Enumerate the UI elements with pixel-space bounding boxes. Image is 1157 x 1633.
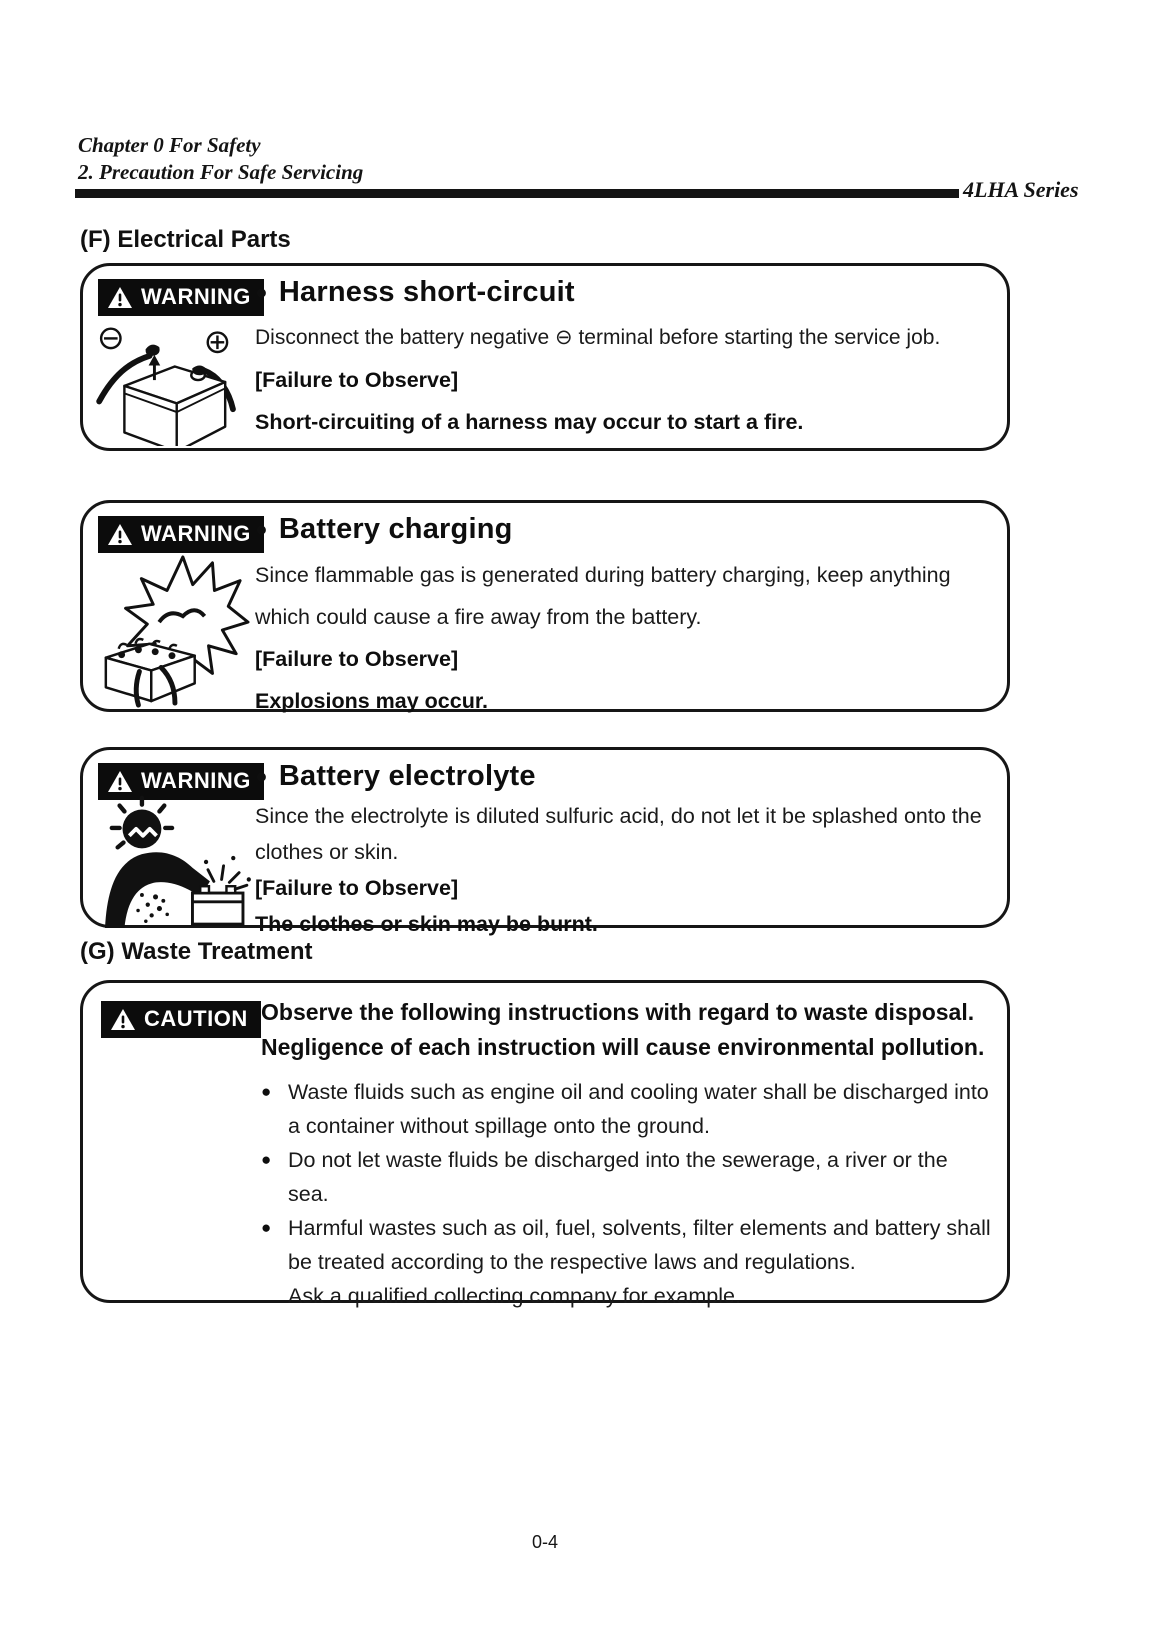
warning-consequence: Short-circuiting of a harness may occur to start a fire. xyxy=(255,410,804,434)
warning-title xyxy=(255,513,995,546)
warning-body: Since the electrolyte is diluted sulfuric acid, do not let it be splashed onto the clothes or skin. xyxy=(255,804,982,864)
battery-outline xyxy=(192,886,243,924)
caution-box-waste-disposal xyxy=(80,980,1010,1308)
section-heading-electrical-parts: (F) Electrical Parts xyxy=(80,226,291,253)
failure-to-observe-label: [Failure to Observe] xyxy=(255,368,459,392)
warning-body: Since flammable gas is generated during battery charging, keep anything which could cause a fire away from the battery. xyxy=(255,563,951,629)
electrolyte-splash-icon xyxy=(89,792,259,928)
bullet-icon: ● xyxy=(255,518,268,541)
warning-content xyxy=(255,758,995,942)
minus-terminal-icon xyxy=(101,329,120,348)
warning-content xyxy=(255,274,995,443)
warning-badge-label: WARNING xyxy=(141,768,251,793)
section-heading-waste-treatment: (G) Waste Treatment xyxy=(80,938,313,965)
warning-triangle-icon xyxy=(107,523,133,546)
header-section: 2. Precaution For Safe Servicing xyxy=(78,160,364,184)
caution-content xyxy=(261,995,991,1313)
bullet-icon: ● xyxy=(255,281,268,304)
caution-title-line2: Negligence of each instruction will cause environmental pollution. xyxy=(261,1034,985,1060)
warning-consequence: Explosions may occur. xyxy=(255,689,489,713)
bullet-text-main: Harmful wastes such as oil, fuel, solvents, filter elements and battery shall be treated according to the respective laws and regulations. xyxy=(288,1216,991,1274)
bullet-text: Waste fluids such as engine oil and cooling water shall be discharged into a container without spillage onto the ground. xyxy=(288,1080,989,1138)
warning-title-text: Harness short-circuit xyxy=(278,276,575,308)
warning-triangle-icon xyxy=(107,770,133,793)
failure-to-observe-label: [Failure to Observe] xyxy=(255,876,459,900)
warning-body: Disconnect the battery negative ⊖ terminal before starting the service job. xyxy=(255,326,941,349)
warning-box-battery-charging xyxy=(80,500,1010,712)
bullet-icon: ● xyxy=(255,765,268,788)
header-rule xyxy=(75,189,959,198)
warning-badge xyxy=(98,516,264,553)
warning-badge-label: WARNING xyxy=(141,284,251,309)
bullet-text xyxy=(288,1211,991,1313)
caution-badge-label: CAUTION xyxy=(144,1006,248,1031)
list-item xyxy=(261,1143,991,1211)
warning-content xyxy=(255,511,995,722)
battery-explosion-icon xyxy=(91,551,251,709)
header-series-label: 4LHA Series xyxy=(963,177,1079,202)
bullet-icon: ● xyxy=(261,1218,272,1237)
failure-to-observe-label: [Failure to Observe] xyxy=(255,647,459,671)
bullet-text-extra: Ask a qualified collecting company for example. xyxy=(288,1284,741,1308)
caution-badge xyxy=(101,1001,261,1038)
warning-title-text: Battery charging xyxy=(278,513,513,545)
caution-bullet-list xyxy=(261,1075,991,1313)
warning-box-harness-short-circuit xyxy=(80,263,1010,451)
warning-badge xyxy=(98,279,264,316)
distressed-face-icon xyxy=(123,809,162,848)
warning-title-text: Battery electrolyte xyxy=(278,760,536,792)
warning-consequence: The clothes or skin may be burnt. xyxy=(255,912,598,936)
bullet-icon: ● xyxy=(261,1150,272,1169)
warning-title xyxy=(255,276,995,309)
page-number: 0-4 xyxy=(531,1532,558,1552)
caution-title-line1: Observe the following instructions with regard to waste disposal. xyxy=(261,999,975,1025)
header-chapter: Chapter 0 For Safety xyxy=(78,133,261,157)
warning-triangle-icon xyxy=(107,286,133,309)
plus-terminal-icon xyxy=(208,333,227,352)
warning-badge-label: WARNING xyxy=(141,521,251,546)
list-item xyxy=(261,1075,991,1143)
bullet-text: Do not let waste fluids be discharged into the sewerage, a river or the sea. xyxy=(288,1148,948,1206)
battery-terminal-disconnect-icon xyxy=(93,320,243,446)
warning-triangle-icon xyxy=(110,1008,136,1031)
list-item xyxy=(261,1211,991,1313)
warning-title xyxy=(255,760,995,793)
bullet-icon: ● xyxy=(261,1082,272,1101)
warning-box-battery-electrolyte xyxy=(80,747,1010,936)
